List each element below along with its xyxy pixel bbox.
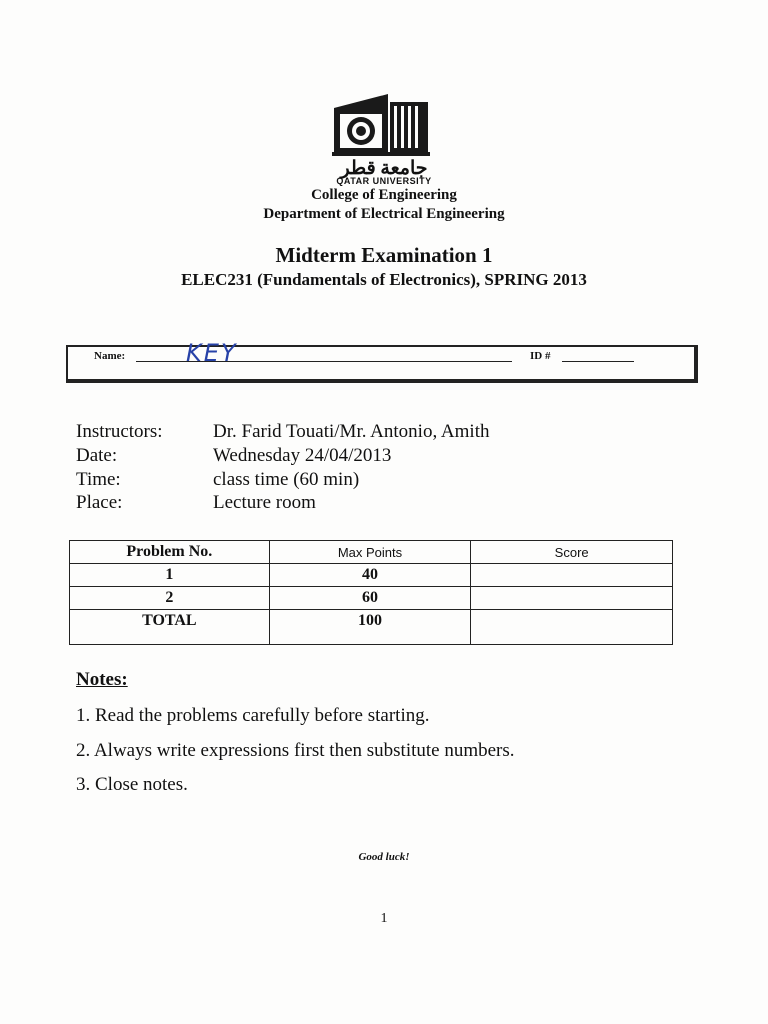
- score-cell[interactable]: [471, 564, 673, 587]
- name-label: Name:: [94, 350, 126, 362]
- note-item: 3. Close notes.: [76, 774, 188, 795]
- max-points-cell: 60: [269, 587, 471, 610]
- table-row: [70, 587, 673, 610]
- score-cell[interactable]: [471, 610, 673, 645]
- problem-cell: TOTAL: [70, 610, 270, 645]
- page-number: 1: [380, 911, 388, 926]
- course-title: ELEC231 (Fundamentals of Electronics), SPRING 2013: [181, 270, 587, 289]
- table-row-total: [70, 610, 673, 645]
- header-score: Score: [471, 541, 673, 564]
- university-name-english: QATAR UNIVERSITY: [336, 176, 432, 186]
- college-name: College of Engineering: [311, 187, 457, 203]
- header-problem-no: Problem No.: [70, 541, 270, 564]
- place-label: Place:: [76, 492, 123, 513]
- table-row: [70, 564, 673, 587]
- problem-cell: 2: [70, 587, 270, 610]
- score-table: [69, 540, 673, 645]
- score-cell[interactable]: [471, 587, 673, 610]
- instructors-value: Dr. Farid Touati/Mr. Antonio, Amith: [213, 421, 490, 442]
- notes-heading: Notes:: [76, 669, 128, 690]
- problem-cell: 1: [70, 564, 270, 587]
- note-item: 2. Always write expressions first then substitute numbers.: [76, 740, 515, 761]
- time-label: Time:: [76, 469, 121, 490]
- table-header-row: [70, 541, 673, 564]
- date-label: Date:: [76, 445, 118, 466]
- id-label: ID #: [530, 350, 551, 362]
- department-name: Department of Electrical Engineering: [263, 206, 505, 222]
- time-value: class time (60 min): [213, 469, 360, 490]
- date-value: Wednesday 24/04/2013: [213, 445, 392, 466]
- max-points-cell: 100: [269, 610, 471, 645]
- instructors-label: Instructors:: [76, 421, 163, 442]
- place-value: Lecture room: [213, 492, 316, 513]
- student-info-box: [66, 345, 698, 383]
- university-name-arabic: جامعة قطر: [340, 158, 428, 179]
- id-field[interactable]: [562, 361, 634, 362]
- note-item: 1. Read the problems carefully before starting.: [76, 705, 430, 726]
- exam-title: Midterm Examination 1: [275, 243, 493, 267]
- qatar-university-logo: [332, 94, 430, 156]
- header-max-points: Max Points: [269, 541, 471, 564]
- name-handwritten-value: KEY: [186, 339, 238, 367]
- good-luck-text: Good luck!: [358, 851, 410, 863]
- max-points-cell: 40: [269, 564, 471, 587]
